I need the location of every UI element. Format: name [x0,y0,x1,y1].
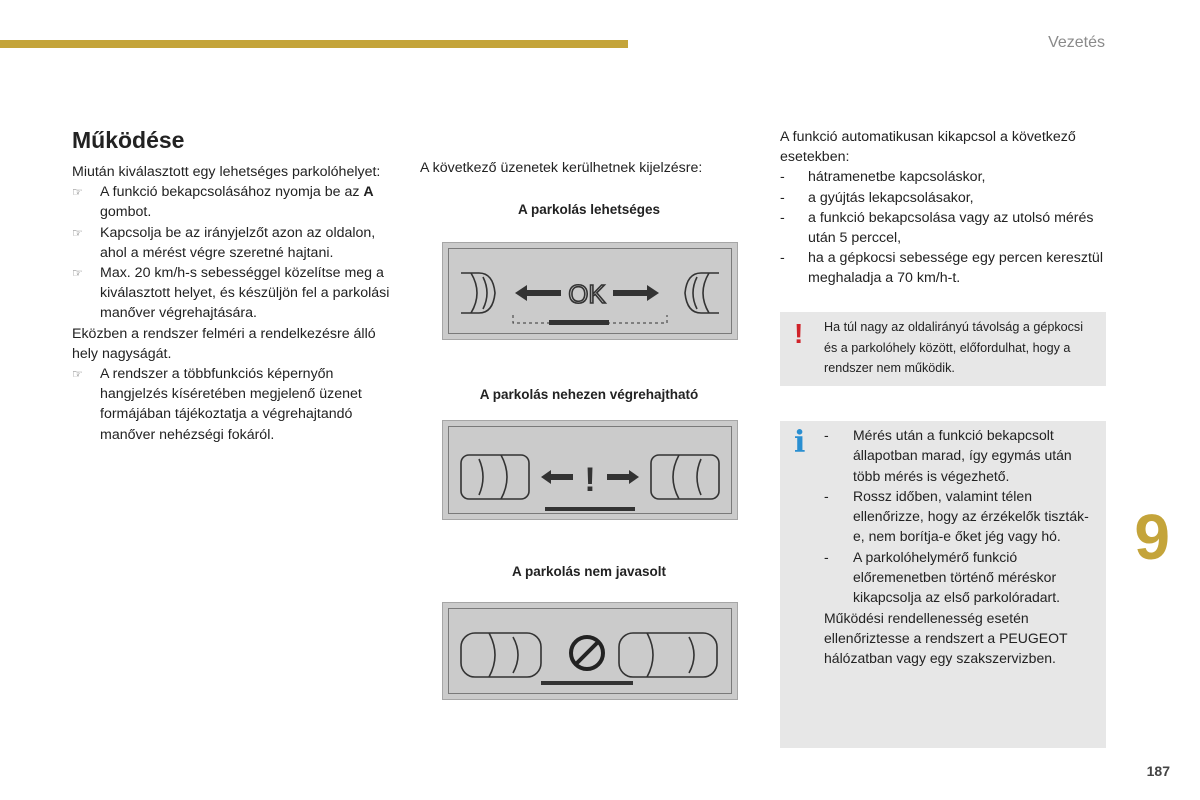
hand-pointer-icon: ☞ [72,266,83,281]
bullet-text: gombot. [100,204,152,221]
list-item: - Mérés után a funkció bekapcsolt állapotban marad, így egymás után több mérés is végezhető. [824,425,1100,486]
hand-pointer-icon: ☞ [72,225,83,240]
chapter-label: Vezetés [1048,34,1105,51]
caution-label: ! [584,461,596,499]
list-item [72,364,402,445]
list-item-text: hátramenetbe kapcsoláskor, [808,169,986,186]
bullet-text: Kapcsolja be az irányjelzőt azon az oldalon, ahol a mérést végre szeretné hajtani. [100,224,376,261]
auto-off-intro: A funkció automatikusan kikapcsol a következő esetekben: [780,129,1076,166]
list-item-text: A parkolóhelymérő funkció előremenetben történő méréskor kikapcsolja az első parkolóradart. [853,548,1060,606]
parking-not-recommended-illustration [443,603,737,699]
middle-text: Eközben a rendszer felméri a rendelkezésre álló hely nagyságát. [72,325,376,362]
column-operation [72,126,402,445]
info-closing: Működési rendellenesség esetén ellenőriztesse a rendszert a PEUGEOT hálózatban vagy egy szakszervizben. [824,609,1068,667]
list-item-text: Rossz időben, valamint télen ellenőrizze, hogy az érzékelők tiszták-e, nem borítja-e őket jég vagy hó. [853,487,1089,545]
header-accent-bar [0,40,628,48]
list-item: - a funkció bekapcsolása vagy az utolsó mérés után 5 perccel, [780,208,1110,248]
list-item [72,182,402,222]
list-item-text: Mérés után a funkció bekapcsolt állapotban marad, így egymás után több mérés is végezhető. [853,427,1072,484]
messages-intro: A következő üzenetek kerülhetnek kijelzésre: [420,160,703,176]
column-auto-off [780,127,1110,289]
ok-label: OK [568,279,606,309]
list-item [72,263,402,324]
chapter-number: 9 [1134,501,1170,573]
list-item: - ha a gépkocsi sebessége egy percen keresztül meghaladja a 70 km/h-t. [780,248,1110,288]
bullet-text: A funkció bekapcsolásához nyomja be az [100,184,364,201]
page-number: 187 [1146,763,1170,779]
display-screen-not-recommended [442,602,738,700]
list-item: - hátramenetbe kapcsoláskor, [780,167,1110,187]
list-item-text: a funkció bekapcsolása vagy az utolsó mérés után 5 perccel, [808,209,1094,247]
hand-pointer-icon: ☞ [72,367,83,382]
parking-difficult-illustration [443,421,737,519]
message-label-difficult: A parkolás nehezen végrehajtható [479,387,699,402]
info-note [780,421,1106,748]
bullet-text: A rendszer a többfunkciós képernyőn hangjelzés kíséretében megjelenő üzenet formájában tájékoztatja a végrehajtandó manőver nehézségi fokáról. [100,366,362,443]
list-item-text: a gyújtás lekapcsolásakor, [808,189,974,206]
hand-pointer-icon: ☞ [72,185,83,200]
warning-note [780,312,1106,386]
column-messages [420,158,750,178]
message-label-possible: A parkolás lehetséges [517,202,661,217]
info-text [824,425,1100,669]
info-icon: i [794,425,806,460]
list-item [72,223,402,263]
warning-text: Ha túl nagy az oldalirányú távolság a gépkocsi és a parkolóhely között, előfordulhat, hogy a rendszer nem működik. [824,320,1084,375]
section-title: Működése [72,127,185,153]
intro-text: Miután kiválasztott egy lehetséges parkolóhelyet: [72,164,381,180]
warning-icon: ! [794,318,804,349]
list-item: - A parkolóhelymérő funkció előremenetben történő méréskor kikapcsolja az első parkolóradart. [824,547,1100,608]
message-label-not-recommended: A parkolás nem javasolt [511,564,667,579]
no-entry-icon [571,637,603,669]
list-item-text: ha a gépkocsi sebessége egy percen keresztül meghaladja a 70 km/h-t. [808,250,1103,287]
list-item: - a gyújtás lekapcsolásakor, [780,188,1110,208]
bullet-text: Max. 20 km/h-s sebességgel közelítse meg a kiválasztott helyet, és készüljön fel a parkolási manőver végrehajtására. [100,265,390,322]
display-screen-possible [442,242,738,340]
list-item: - Rossz időben, valamint télen ellenőrizze, hogy az érzékelők tiszták-e, nem borítja-e őket jég vagy hó. [824,486,1100,547]
parking-possible-illustration [443,243,737,339]
display-screen-difficult [442,420,738,520]
button-label-a: A [363,184,374,201]
